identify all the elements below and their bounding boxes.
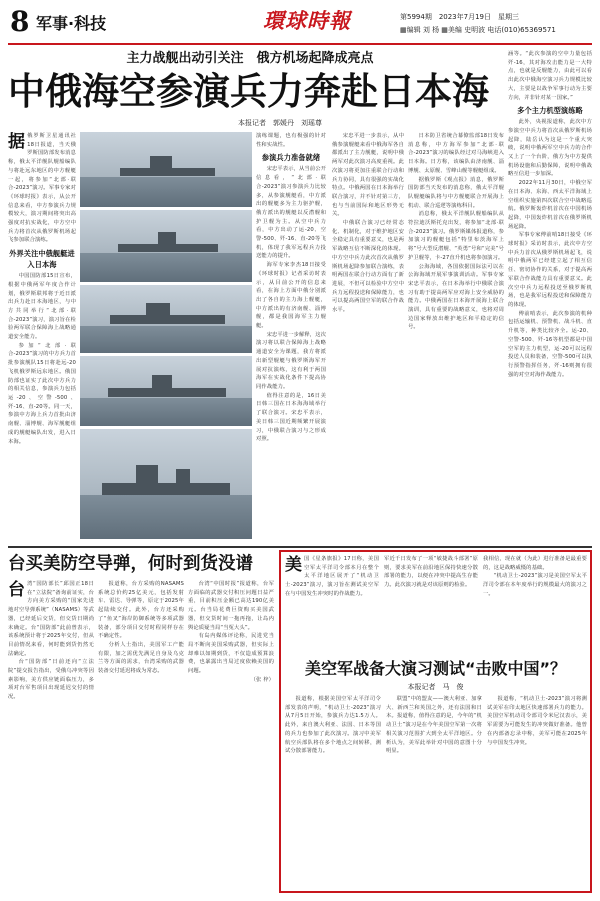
paragraph: 涵等。“此次参演的空中力量包括歼-16，其对海攻击能力是一大特点，也就是反舰能力，由此可以看出此次中俄海空演习兵力规模比较大，主要是以战争军事行动为主要方向，并非针对某一国家。”	[508, 51, 592, 101]
paragraph: 宋忠平进一步表示，从中俄参演舰艇来看中俄海军各自都派出了主力舰艇，说明中俄两军对此次演习高度重视。此次演习将更加注重联合行动和兵力协同，具有很强的实战化特点。中俄两国在日本海举行联合演习，并不针对第三方，也与当前国际和地区形势无关。	[332, 133, 404, 218]
boxed-story-bottom-column-3	[487, 695, 587, 887]
header-rule	[8, 43, 592, 45]
paragraph: 傅前哨表示，此次参演的机种包括运输机、预警机、战斗机、直升机等，种类比较齐全。运-20、空警-500、歼-16等机型都是中国空军的主力机型，运-20可以远程投送人员和装备，空警-500可以执行预警指挥任务，歼-16则拥有很强的对空对海作战能力。	[508, 310, 592, 378]
author-credit: （张 梓）	[250, 676, 274, 683]
boxed-story-top-column-1	[285, 555, 379, 657]
main-story-column-5	[256, 132, 326, 542]
paragraph: 报道称，根据美国空军太平洋司令部发表的声明，“机动卫士-2023”演习从7月5日开始，参演兵力达1.5万人。此外，来自澳大利亚、法国、日本等国的兵力也参加了此次演习。演习中美军航空兵部队将在多个地点之间转移，测试分散部署能力。	[285, 696, 381, 755]
boxed-story-top-column-2	[384, 555, 478, 657]
paragraph: 宋忠平进一步解释，这次演习将以联合保障海上战略通道安全为课题，我方将派出新型舰艇与俄罗斯海军开展对抗演练，这有利于两国海军在实战化条件下提高协同作战能力。	[256, 331, 326, 390]
main-story-kicker: 主力战舰出动引关注 俄方机场起降成亮点	[126, 51, 374, 66]
warship-photo-1	[80, 132, 252, 207]
left-story-column-3	[188, 580, 274, 892]
main-story-column-2-body	[408, 132, 504, 542]
paragraph: 日本防卫省统合幕僚监部18日发布消息称，中方海军参加“北部·联合-2023”演习的编队经过对马海峡进入日本海。日方称，该编队由济南舰、淄博舰、太原舰、雪峰山舰等舰艇组成。	[408, 133, 504, 174]
warship-photo-5	[80, 429, 252, 539]
drop-cap: 美	[285, 555, 303, 575]
issue-line: 第5994期 2023年7月19日 星期三	[400, 13, 519, 21]
warship-photo-3	[80, 285, 252, 353]
paragraph: 军近千日发布了一项“敏捷战斗部署”原则，要求美军在前沿地区保持快速分散部署的能力，以便在冲突中提高生存能力。此次演习就是对该原则的检验。	[384, 556, 478, 589]
subheading: 外界关注中俄舰艇进入日本海	[9, 249, 75, 270]
paragraph: 台“国防部”日前还向“立法院”提交报告指出，受俄乌冲突等因素影响，美方供应链面临压力，多项对台军售项目出现延迟交付的情况。	[8, 659, 94, 701]
paragraph: 联盟”中的盟友——澳大利亚、加拿大、新西兰和英国之外，还有法国和日本。报道称，值得注意的是，今年的“机动卫士”演习是在今年美国空军第一次将相关演习范围扩大到全太平洋地区。分析认为，美军此举针对中国的意图十分明显。	[386, 696, 482, 755]
paragraph: 中俄联合演习已经常态化、机制化，对于维护地区安全稳定具有重要意义，也是两军战略互信不断深化的体现。中方空中兵力此次首次从俄罗斯机场起降参加联合演练，表明两国在联合行动方面有了新进展，不但可以检验中方空中兵力远程投送和保障能力，也可以提高两国空军的联合作战水平。	[332, 220, 404, 314]
paragraph: “机动卫士-2023”演习是美国空军太平洋司令部在本年度举行的规模最大的演习之一。	[483, 573, 587, 597]
editors-line: ▦编辑 刘 杨 ▦美编 史明波 电话(010)65369571	[400, 26, 556, 34]
paragraph: 报道称，台方采购的NASAMS系统总价约25亿美元，包括发射车、雷达、导弹等，原定于2025年起陆续交付。此外，台方还采购了“鱼叉”海岸防御系统等多项武器装备，部分项目交付时程同样存在不确定性。	[98, 581, 184, 640]
section-label: 军事·科技	[36, 14, 107, 33]
paragraph: 国《星条旗报》17日称，美国空军太平洋司令部本月在整个太平洋地区展开了“机动卫士-2023”演习，演习旨在测试美空军在与中国发生冲突时的作战能力。	[285, 556, 379, 597]
left-story-column-1	[8, 580, 94, 892]
boxed-story-byline: 本报记者 马 俊	[407, 683, 464, 691]
paragraph: 2022年11月30日，中俄空军在日本海、东海、西太平洋海域上空组织实施第四次联合空中战略巡航。俄罗斯轰炸机首次在中国机场起降，中国轰炸机首次在俄罗斯机场起降。	[508, 180, 592, 230]
paragraph: 报道称，“机动卫士-2023”演习将测试美军在印太地区快速部署兵力的能力。美国空军机动司令部司令米尼汉表示，美军需要为可能发生的冲突做好准备。他曾在内部备忘录中称，美军可能在2025年与中国发生冲突。	[487, 696, 587, 746]
paragraph: 值得注意的是，16日美日韩三国在日本海海域举行了联合演习。宋忠平表示，美日韩三国近期频繁开展演习，中俄联合演习与之形成对照。	[256, 392, 326, 443]
lead-paragraph: 俄罗斯卫星通讯社18日报道，当天俄罗斯国防部发布消息称，俄太平洋舰队舰船编队与将赴远东地区的中方舰艇一起，将参加“北部·联合-2023”演习。军事专家对《环球时报》表示，从公开信息来看，中方参演兵力规模较大，演习期间将突出高强度对抗实战化，中方空中兵力将首次从俄罗斯机场起飞参加联合演练。	[8, 133, 76, 244]
paragraph: 海军专家李杰18日接受《环球时报》记者采访时表示，从目前公开的信息来看，在海上方面中俄分别派出了各自的主力海上舰艇，中方派出的有济南舰、淄博舰，都是我国海军主力舰艇。	[256, 262, 326, 330]
paragraph: 宋忠平表示，从当前公开信息看，“北部·联合-2023”演习参演兵力比较多，从参演舰艇看，中方派出的舰艇多为主力驱护舰，俄方派出的舰艇以反潜舰和护卫舰为主。从空中兵力看，中方出动了运-20、空警-500、歼-16、直-20等飞机，体现了我军远程兵力投送能力的提升。	[256, 166, 326, 260]
drop-cap: 台	[8, 580, 26, 600]
paragraph: 公海海域，各国依据国际法可以在公海海域开展军事演训活动。军事专家宋忠平表示，在日本海举行中俄联合演习有助于提高两军应对海上安全威胁的能力。中俄两国在日本海开展海上联合演训，具有重要的战略意义，也将对周边国家释放出维护地区和平稳定的信号。	[408, 263, 504, 331]
paragraph: 有岛内媒体评论称，民进党当局不断向美国采购武器，但实际上却难以如期到货，不仅造成预算浪费，也暴露出当局过度依赖美国的问题。	[188, 633, 274, 675]
paragraph: 台湾“中国时报”报道称，台军方面临的武器交付积压问题日益严重，目前积压金额已高达190亿美元。台当局花费巨资购买美国武器，但交货时间一拖再拖，让岛内舆论质疑当局“当冤大头”。	[188, 581, 274, 631]
page-number: 8	[10, 5, 30, 38]
boxed-story-bottom-column-1	[285, 695, 381, 887]
paragraph: 分析人士指出，美国军工产能有限，加之需优先满足自身及乌克兰等方面的需求，台湾采购的武器装备交付延迟将成为常态。	[98, 641, 184, 675]
page-header	[8, 6, 592, 42]
lead-paragraph: 演练课题，也有极强的针对性和实战性。	[256, 133, 326, 148]
masthead-logo: 環球時報	[263, 8, 351, 33]
paragraph: 我相信，现在就（为此）进行准备是最重要的，这是战略威慑的基础。	[483, 556, 587, 571]
main-story-headline: 中俄海空参演兵力奔赴日本海	[8, 70, 489, 113]
boxed-story-headline: 美空军战备大演习测试“击败中国”？	[304, 659, 567, 678]
subheading: 参演兵力准备就绪	[261, 153, 321, 163]
warship-photo-2	[80, 210, 252, 282]
paragraph: 湾“国防部长”邱国正18日在“立法院”备询前证实，台方向美方采购的“国家先进地对空导弹系统”（NASAMS）等武器，已经延后交货，但交货日期尚未确定。台“国防部”此前曾表示，该系统预计将于2025年交付，但从目前情况来看，何时能到货仍然无法确定。	[8, 581, 94, 657]
warship-photo-4	[80, 356, 252, 426]
main-story-column-1	[8, 132, 76, 542]
main-story-byline: 本报记者 郭媛丹 刘瑶尊	[238, 119, 322, 127]
section-divider	[8, 546, 592, 548]
left-story-column-2	[98, 580, 184, 892]
paragraph: 中国国防部15日宣布，根据中俄两军年度合作计划，俄罗斯联邦将于近日派出兵力赴日本海地区，与中方共同举行“北部·联合-2023”演习，演习旨在检验两军联合保障海上战略通道安全能力。	[8, 273, 76, 341]
boxed-story-bottom-column-2	[386, 695, 482, 887]
boxed-story-top-column-3	[483, 555, 587, 657]
main-story-column-6	[332, 132, 404, 542]
paragraph: 据俄罗斯《观点报》消息，俄罗斯国防部当天发布的消息称，俄太平洋舰队舰艇编队将与中方舰艇联合开展海上机动、联合巡逻等演练科目。	[408, 176, 504, 209]
paragraph: 军事专家傅前哨18日接受《环球时报》采访时表示，此次中方空中兵力首次从俄罗斯机场起飞，说明中俄两军已经建立起了相互信任、密切协作的关系，对于提高两军联合作战能力具有重要意义。此次空中兵力远程投送至俄罗斯机场，也是我军远程投送和保障能力的体现。	[508, 232, 592, 308]
main-story-column-7	[508, 50, 592, 542]
paragraph: 消息称，俄太平洋舰队舰船编队从符拉迪沃斯托克出发，将参加“北部·联合-2023”演习。俄罗斯媒体报道称，参加演习的舰艇包括“特里布茨海军上将”号大型反潜舰、“英勇”号和“完美”号护卫舰等，卡-27直升机也将参加演习。	[408, 211, 504, 261]
paragraph: 此外，央视报道称，此次中方参演空中兵力将首次从俄罗斯机场起降，陆岳认为这是一个重大突破，说明中俄两军空中兵力的合作又上了一个台阶，俄方为中方提供机场设施和后勤保障，说明中俄战略互信进一步加深。	[508, 119, 592, 178]
left-story-headline: 台买美防空导弹，何时到货没谱	[8, 554, 253, 574]
paragraph: 参加“北部·联合-2023”演习的中方兵力首批参演舰队15日将赴远-20飞机俄罗斯远东地区。俄国防部也证实了此次中方兵力的相关信息，参演兵力包括运-20、空警-500、歼-16、直-20等。同一天，参演中方海上兵力首批由济南舰、淄博舰、海军舰艇组成的舰艇编队出发，进入日本海。	[8, 342, 76, 445]
subheading: 多个主力机型演练略	[517, 106, 583, 116]
drop-cap: 据	[8, 132, 26, 152]
